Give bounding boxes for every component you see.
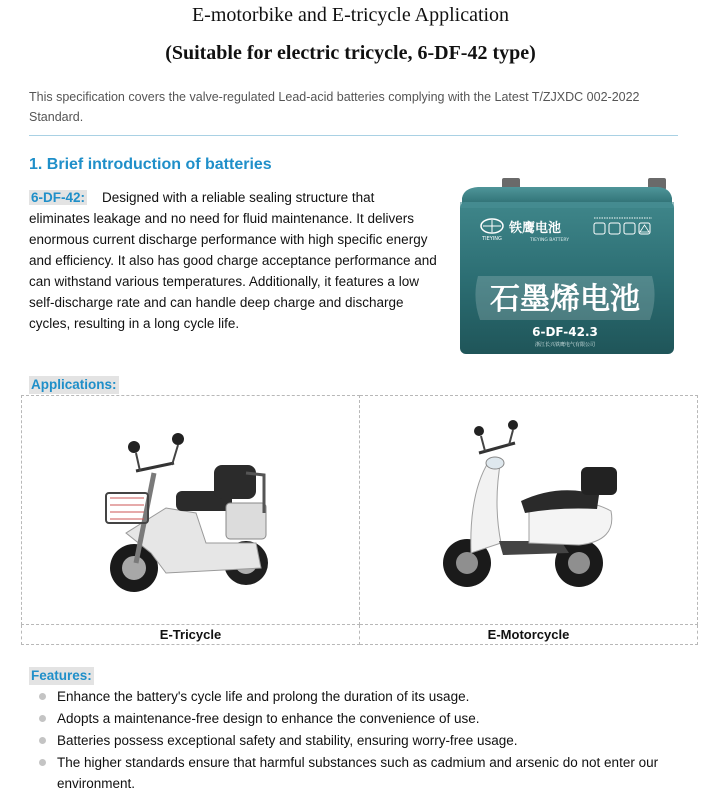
bullet-icon: [39, 693, 46, 700]
tricycle-image: [96, 413, 286, 603]
bullet-icon: [39, 759, 46, 766]
feature-text: Enhance the battery's cycle life and prolong the duration of its usage.: [57, 689, 470, 704]
list-item: [36, 686, 676, 707]
maker-text: 浙江长兴铁鹰电气有限公司: [534, 342, 596, 348]
page-subtitle: (Suitable for electric tricycle, 6-DF-42 type): [165, 42, 536, 64]
brand-sub-text: TIEYING: [482, 236, 502, 242]
motorcycle-caption: E-Motorcycle: [360, 625, 698, 645]
spec-text: This specification covers the valve-regulated Lead-acid batteries complying with the Latest T/ZJXDC 002-2022 Standard.: [29, 90, 640, 124]
divider: [29, 135, 678, 136]
intro-paragraph: [29, 187, 437, 334]
model-label: 6-DF-42:: [31, 190, 86, 205]
page-title: E-motorbike and E-tricycle Application: [191, 4, 510, 26]
list-item: [36, 752, 676, 794]
section-heading: 1. Brief introduction of batteries: [29, 156, 272, 173]
battery-model-text: 6-DF-42.3: [532, 325, 598, 339]
applications-label: Applications:: [31, 377, 117, 392]
motorcycle-image: [429, 413, 629, 603]
intro-description: Designed with a reliable sealing structure that eliminates leakage and no need for fluid maintenance. It delivers enormous current discharge performance with high specific energy and efficiency. It also has good charge acceptance performance and can withstand various temperatures. Additionally, it features a low self-discharge rate and can handle deep charge and discharge cycles, resulting in a long cycle life.: [29, 190, 437, 331]
tricycle-cell: [22, 396, 360, 625]
bullet-icon: [39, 737, 46, 744]
tricycle-caption: E-Tricycle: [22, 625, 360, 645]
list-item: [36, 708, 676, 729]
bullet-icon: [39, 715, 46, 722]
features-list: [36, 686, 676, 795]
feature-text: Adopts a maintenance-free design to enhance the convenience of use.: [57, 711, 480, 726]
list-item: [36, 730, 676, 751]
motorcycle-cell: [360, 396, 698, 625]
feature-text: The higher standards ensure that harmful substances such as cadmium and arsenic do not enter our environment.: [57, 755, 659, 791]
battery-image: [452, 174, 676, 356]
brand-en-text: TIEYING BATTERY: [530, 238, 569, 243]
feature-text: Batteries possess exceptional safety and stability, ensuring worry-free usage.: [57, 733, 518, 748]
applications-table: [21, 395, 698, 645]
battery-name-text: 石墨烯电池: [490, 282, 640, 317]
features-label: Features:: [31, 668, 92, 683]
brand-text: 铁鹰电池: [509, 221, 562, 236]
